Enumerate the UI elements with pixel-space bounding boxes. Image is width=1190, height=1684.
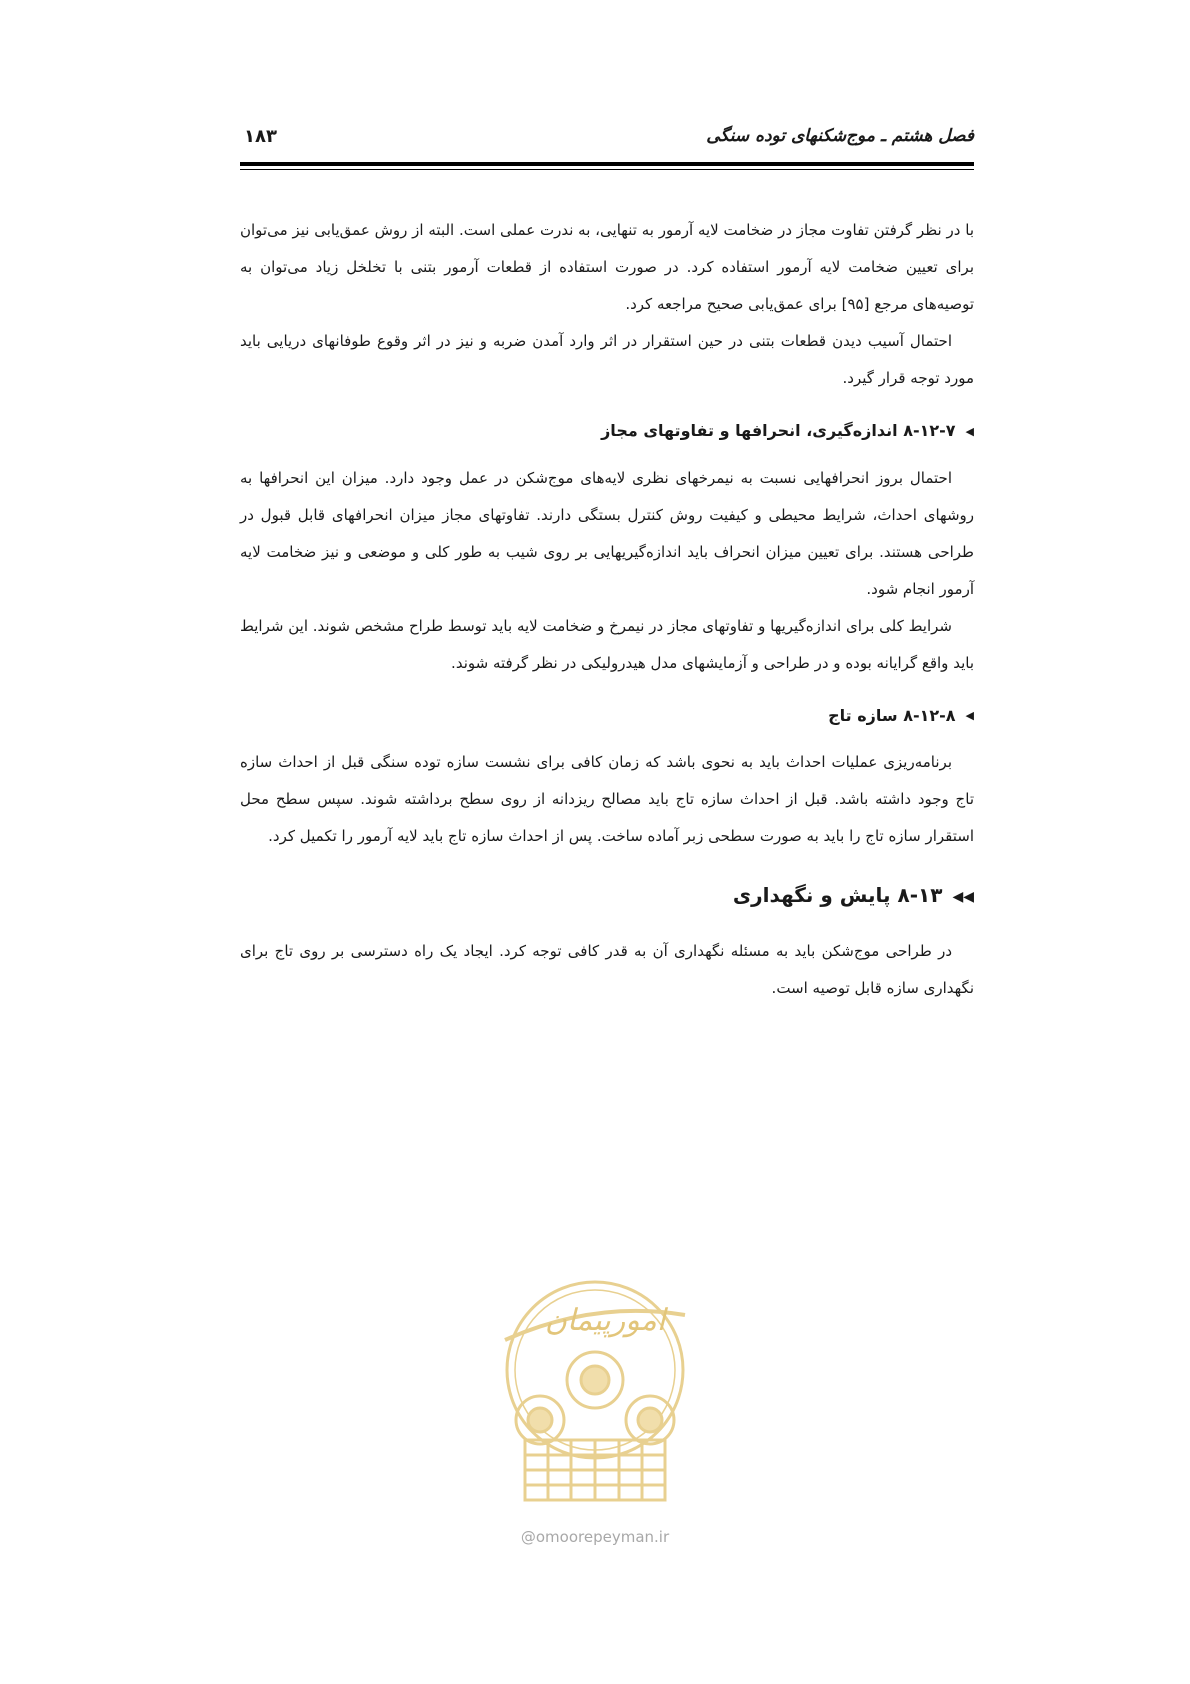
watermark-url xyxy=(480,1528,710,1546)
page-content xyxy=(240,212,974,1007)
section-7-paragraph-2: شرایط کلی برای اندازه‌گیریها و تفاوتهای مجاز در نیمرخ و ضخامت لایه باید توسط طراح مشخص شوند. این شرایط باید واقع گرایانه بوده و در طراحی و آزمایشهای مدل هیدرولیکی در نظر گرفته شوند. xyxy=(240,616,974,672)
page-number: ۱۸۳ xyxy=(244,126,277,147)
page-header xyxy=(240,126,974,156)
intro-paragraph-1: با در نظر گرفتن تفاوت مجاز در ضخامت لایه آرمور به تنهایی، به ندرت عملی است. البته از روش عمق‌یابی نیز می‌توان برای تعیین ضخامت لایه آرمور استفاده کرد. در صورت استفاده از قطعات آرمور بتنی با تخلخل زیاد می‌توان به توصیه‌های مرجع [۹۵] برای عمق‌یابی صحیح مراجعه کرد. xyxy=(240,221,974,313)
section-heading-text: ۸-۱۲-۷ اندازه‌گیری، انحرافها و تفاوتهای مجاز xyxy=(601,421,956,440)
section-heading-text: ۸-۱۳ پایش و نگهداری xyxy=(732,883,943,907)
copyright-icon: @ xyxy=(520,1528,536,1546)
section-7-paragraph-1: احتمال بروز انحرافهایی نسبت به نیمرخهای نظری لایه‌های موج‌شکن در عمل وجود دارد. میزان این انحرافها به روشهای احداث، شرایط محیطی و کیفیت روش کنترل بستگی دارند. تفاوتهای مجاز میزان انحرافهای قابل قبول در طراحی هستند. برای تعیین میزان انحراف باید اندازه‌گیریهایی بر روی شیب به طور کلی و موضعی و نیز ضخامت لایه آرمور انجام شود. xyxy=(240,468,974,598)
section-heading-8-12-7 xyxy=(240,415,974,448)
section-heading-8-12-8 xyxy=(240,700,974,733)
triangle-marker-icon: ◀ xyxy=(965,424,974,438)
header-rule-thick xyxy=(240,162,974,166)
publisher-logo xyxy=(485,1270,705,1520)
section-13-paragraph-1: در طراحی موج‌شکن باید به مسئله نگهداری آن به قدر کافی توجه کرد. ایجاد یک راه دسترسی بر روی تاج برای نگهداری سازه قابل توصیه است. xyxy=(240,941,974,997)
watermark-url-text: omoorepeyman.ir xyxy=(535,1528,670,1546)
section-heading-8-13 xyxy=(240,877,974,915)
double-triangle-marker-icon: ◀◀ xyxy=(952,888,974,905)
intro-paragraph-2: احتمال آسیب دیدن قطعات بتنی در حین استقرار در اثر وارد آمدن ضربه و نیز در اثر وقوع طوفانهای دریایی باید مورد توجه قرار گیرد. xyxy=(240,332,974,387)
logo-text: امورپیمان xyxy=(544,1303,666,1338)
section-8-paragraph-1: برنامه‌ریزی عملیات احداث باید به نحوی باشد که زمان کافی برای نشست سازه توده سنگی قبل از احداث سازه تاج وجود داشته باشد. قبل از احداث سازه تاج باید مصالح ریزدانه از روی سطح برداشته شوند. سپس سطح محل استقرار سازه تاج را باید به صورت سطحی زبر آماده ساخت. پس از احداث سازه تاج باید لایه آرمور را تکمیل کرد. xyxy=(240,753,974,845)
publisher-logo-graphic xyxy=(485,1270,705,1520)
section-heading-text: ۸-۱۲-۸ سازه تاج xyxy=(828,705,956,725)
header-rule-thin xyxy=(240,169,974,170)
chapter-title: فصل هشتم ـ موج‌شکنهای توده سنگی xyxy=(706,126,974,146)
triangle-marker-icon: ◀ xyxy=(965,709,974,722)
